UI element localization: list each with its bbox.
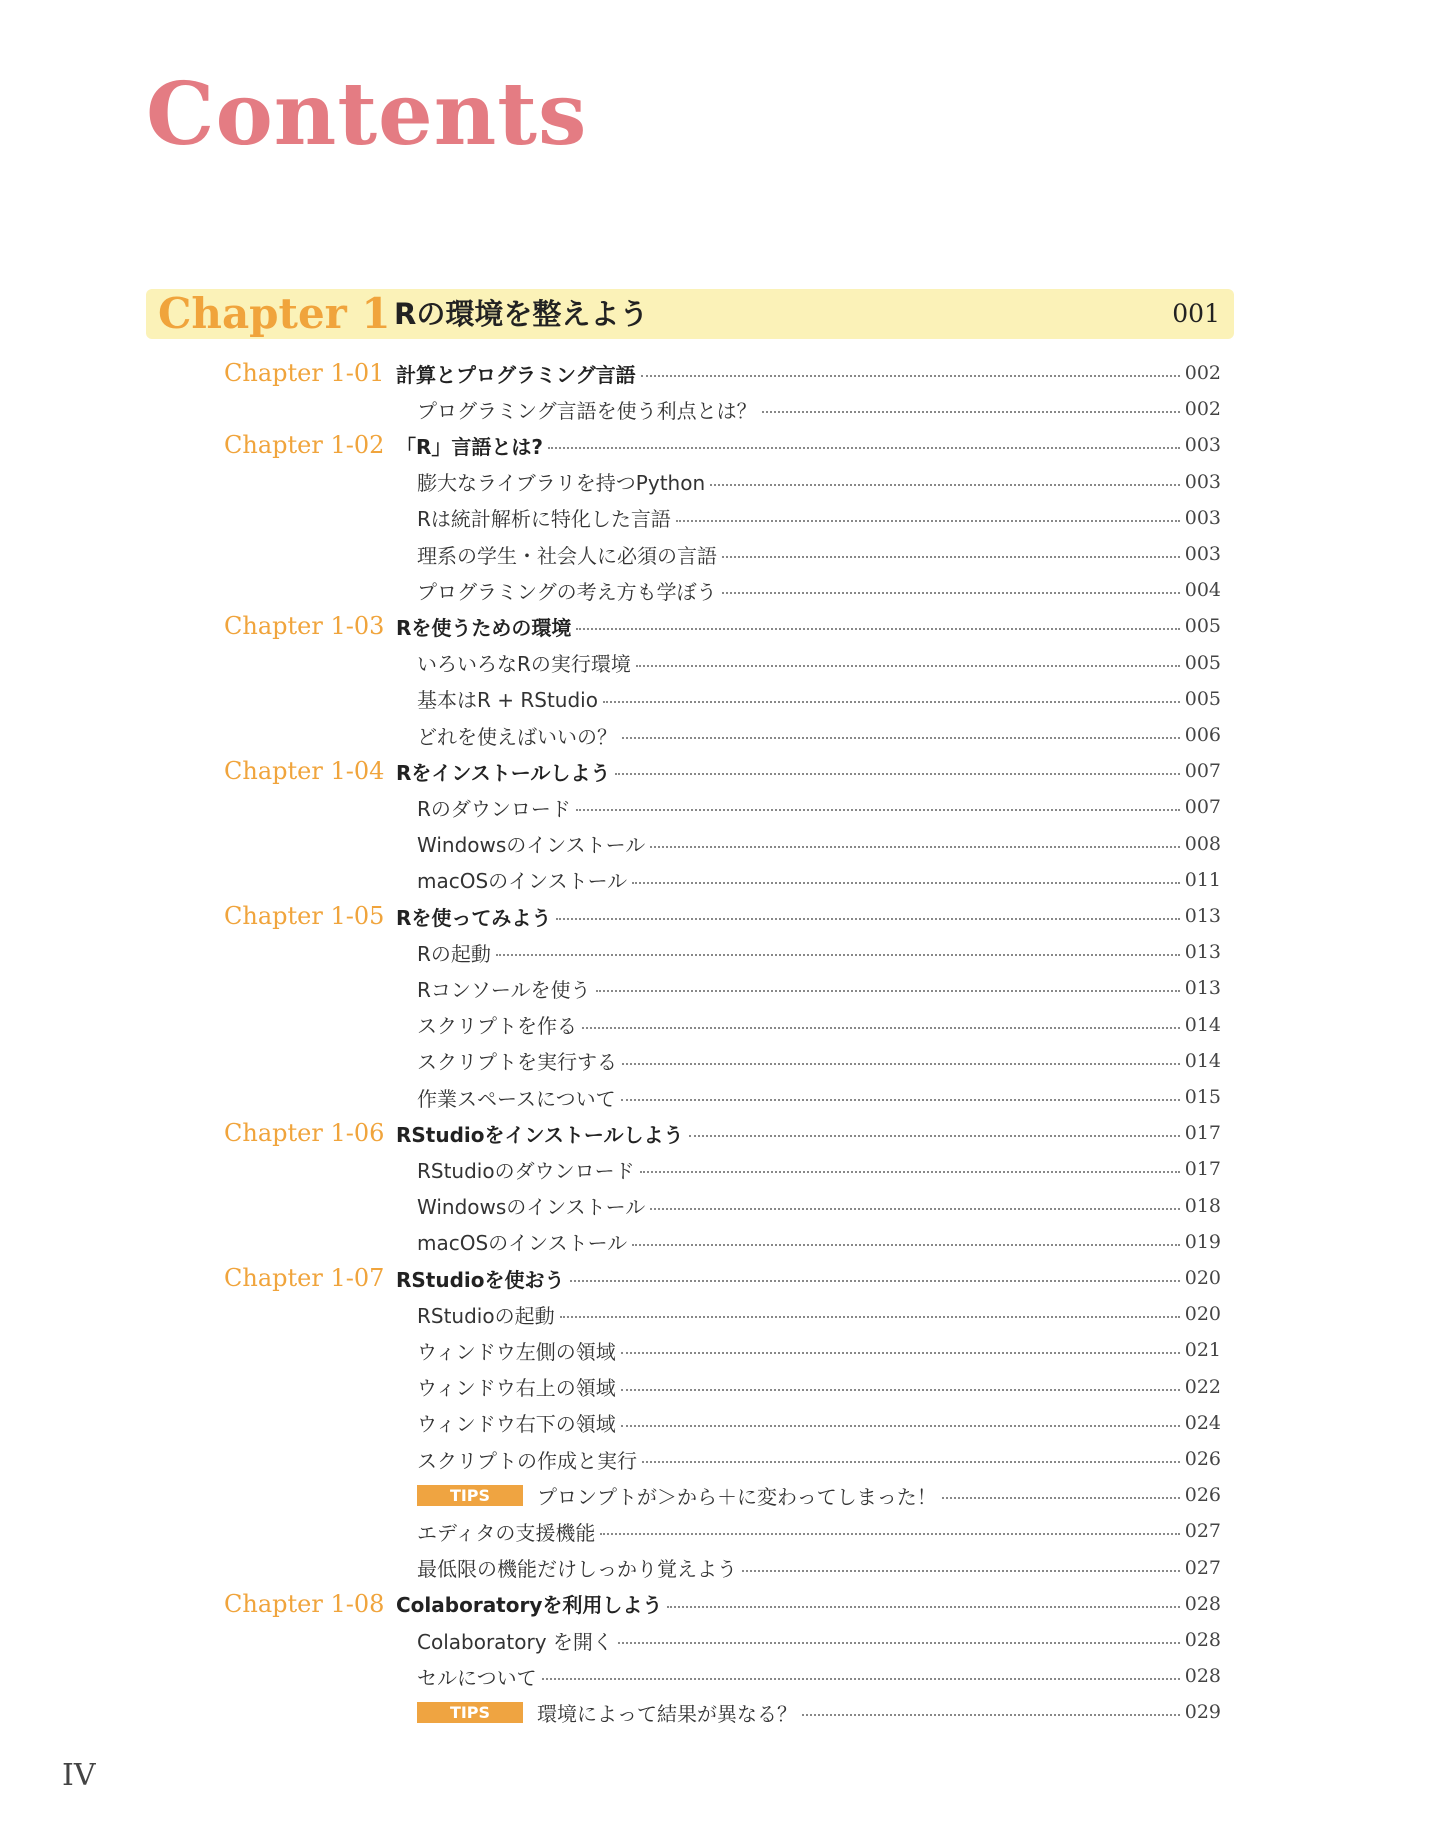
- toc-section-row: [0, 608, 1433, 644]
- toc-subsection-row: [0, 1007, 1433, 1043]
- page-number: IV: [62, 1758, 96, 1793]
- toc-subsection-row: [0, 536, 1433, 572]
- chapter-label: Chapter 1: [158, 289, 391, 338]
- section-label: Chapter 1-06: [224, 1119, 385, 1148]
- section-label: Chapter 1-01: [224, 359, 385, 387]
- entry-title: ウィンドウ右下の領域: [417, 1412, 616, 1437]
- toc-entry: [417, 1694, 1221, 1730]
- dot-leader: [582, 1027, 1180, 1029]
- section-label: Chapter 1-02: [224, 431, 385, 460]
- toc-entry: [396, 1260, 1221, 1296]
- toc-section-row: [0, 427, 1433, 463]
- dot-leader: [710, 484, 1180, 486]
- entry-title: スクリプトを実行する: [417, 1050, 617, 1075]
- section-label: Chapter 1-05: [224, 902, 385, 930]
- toc-entry: [396, 1115, 1221, 1151]
- toc-entry: [417, 391, 1221, 427]
- toc-subsection-row: [0, 934, 1433, 970]
- entry-page-number: 005: [1184, 651, 1221, 674]
- dot-leader: [641, 375, 1180, 377]
- entry-title: RStudioの起動: [417, 1303, 555, 1328]
- entry-page-number: 026: [1184, 1448, 1221, 1470]
- toc-subsection-row: [0, 1151, 1433, 1187]
- entry-title: RStudioのダウンロード: [417, 1158, 635, 1183]
- entry-page-number: 002: [1184, 362, 1221, 384]
- toc-subsection-row: [0, 464, 1433, 500]
- entry-page-number: 002: [1184, 398, 1221, 421]
- dot-leader: [762, 411, 1180, 413]
- entry-page-number: 018: [1184, 1194, 1221, 1217]
- entry-title: 膨大なライブラリを持つPython: [417, 471, 706, 496]
- dot-leader: [618, 1642, 1180, 1644]
- toc-subsection-row: [0, 1043, 1433, 1079]
- entry-page-number: 021: [1184, 1339, 1221, 1362]
- dot-leader: [676, 520, 1180, 522]
- entry-page-number: 027: [1184, 1556, 1221, 1579]
- dot-leader: [496, 954, 1180, 956]
- dot-leader: [742, 1570, 1180, 1572]
- entry-title: どれを使えばいいの？: [417, 724, 617, 749]
- toc-entry: [417, 500, 1221, 536]
- entry-page-number: 013: [1184, 905, 1221, 927]
- entry-title: セルについて: [417, 1665, 537, 1690]
- entry-title: 作業スペースについて: [417, 1086, 616, 1111]
- toc-subsection-row: [0, 500, 1433, 536]
- toc-entry: [417, 464, 1221, 500]
- toc-subsection-row: [0, 1622, 1433, 1658]
- dot-leader: [603, 701, 1180, 703]
- toc-subsection-row: [0, 1188, 1433, 1224]
- entry-page-number: 013: [1184, 941, 1221, 964]
- toc-entry: [417, 572, 1221, 608]
- toc-entry: [417, 1658, 1221, 1694]
- entry-page-number: 020: [1184, 1303, 1221, 1326]
- toc-entry: [396, 608, 1221, 644]
- dot-leader: [621, 1389, 1180, 1391]
- toc-entry: [417, 645, 1221, 681]
- dot-leader: [621, 1352, 1180, 1354]
- toc-subsection-row: [0, 681, 1433, 717]
- toc-subsection-row: [0, 572, 1433, 608]
- toc-subsection-row: [0, 1550, 1433, 1586]
- toc-entry: [417, 826, 1221, 862]
- dot-leader: [615, 773, 1179, 775]
- dot-leader: [576, 628, 1179, 630]
- dot-leader: [632, 1244, 1180, 1246]
- dot-leader: [622, 1063, 1180, 1065]
- dot-leader: [632, 882, 1180, 884]
- toc-entry: [396, 898, 1221, 934]
- toc-entry: [417, 717, 1221, 753]
- toc-section-row: [0, 355, 1433, 391]
- toc-entry: [417, 934, 1221, 970]
- toc-section-row: [0, 1586, 1433, 1622]
- entry-page-number: 014: [1184, 1013, 1221, 1036]
- dot-leader: [560, 1316, 1180, 1318]
- toc-section-row: [0, 898, 1433, 934]
- toc-entry: [417, 681, 1221, 717]
- toc-entry: [417, 1007, 1221, 1043]
- dot-leader: [621, 1099, 1180, 1101]
- toc-entry: [417, 1188, 1221, 1224]
- entry-page-number: 027: [1184, 1520, 1221, 1543]
- entry-page-number: 029: [1184, 1701, 1221, 1724]
- toc-entry: [396, 355, 1221, 391]
- toc-entry: [396, 427, 1221, 463]
- dot-leader: [636, 665, 1180, 667]
- dot-leader: [642, 1461, 1180, 1463]
- entry-title: プログラミング言語を使う利点とは？: [417, 398, 757, 423]
- entry-page-number: 028: [1184, 1665, 1221, 1688]
- dot-leader: [802, 1714, 1180, 1716]
- dot-leader: [570, 1280, 1180, 1282]
- dot-leader: [600, 1533, 1179, 1535]
- toc-entry: [417, 1151, 1221, 1187]
- toc-entry: [396, 753, 1221, 789]
- dot-leader: [622, 737, 1180, 739]
- section-title: Colaboratoryを利用しよう: [396, 1593, 663, 1618]
- toc-subsection-row: [0, 862, 1433, 898]
- section-title: RStudioを使おう: [396, 1267, 565, 1292]
- entry-title: スクリプトを作る: [417, 1014, 577, 1039]
- entry-title: スクリプトの作成と実行: [417, 1448, 637, 1473]
- toc-entry: [417, 1513, 1221, 1549]
- toc-tip-row: [0, 1694, 1433, 1730]
- toc-entry: [417, 1550, 1221, 1586]
- entry-page-number: 013: [1184, 977, 1221, 1000]
- entry-page-number: 028: [1184, 1592, 1221, 1615]
- dot-leader: [596, 990, 1180, 992]
- entry-title: エディタの支援機能: [417, 1520, 596, 1545]
- entry-page-number: 017: [1184, 1158, 1221, 1181]
- toc-subsection-row: [0, 645, 1433, 681]
- section-label: Chapter 1-08: [224, 1589, 385, 1618]
- dot-leader: [650, 1208, 1179, 1210]
- entry-page-number: 003: [1184, 543, 1221, 565]
- toc-subsection-row: [0, 1079, 1433, 1115]
- toc-subsection-row: [0, 717, 1433, 753]
- dot-leader: [542, 1678, 1180, 1680]
- toc-entry: [417, 1332, 1221, 1368]
- section-title: Rを使うための環境: [396, 615, 572, 640]
- entry-title: Windowsのインストール: [417, 833, 646, 858]
- tips-badge: TIPS: [417, 1485, 523, 1506]
- toc-section-row: [0, 753, 1433, 789]
- entry-page-number: 024: [1184, 1411, 1221, 1434]
- entry-page-number: 017: [1184, 1122, 1221, 1145]
- entry-page-number: 004: [1184, 579, 1221, 602]
- entry-title: Rは統計解析に特化した言語: [417, 507, 671, 532]
- toc-entry: [417, 1224, 1221, 1260]
- entry-page-number: 022: [1184, 1375, 1221, 1398]
- entry-title: 環境によって結果が異なる？: [537, 1701, 797, 1726]
- toc-subsection-row: [0, 1332, 1433, 1368]
- toc-entry: [417, 1079, 1221, 1115]
- entry-title: ウィンドウ右上の領域: [417, 1376, 616, 1401]
- toc-subsection-row: [0, 1405, 1433, 1441]
- entry-page-number: 005: [1184, 615, 1221, 638]
- toc-subsection-row: [0, 1296, 1433, 1332]
- entry-page-number: 006: [1184, 724, 1221, 746]
- toc-subsection-row: [0, 1513, 1433, 1549]
- entry-page-number: 014: [1184, 1049, 1221, 1072]
- entry-page-number: 028: [1184, 1629, 1221, 1651]
- entry-title: Colaboratory を開く: [417, 1629, 613, 1654]
- chapter-header: [146, 289, 1234, 339]
- dot-leader: [640, 1171, 1180, 1173]
- toc-subsection-row: [0, 1224, 1433, 1260]
- entry-title: Rコンソールを使う: [417, 977, 591, 1002]
- entry-page-number: 019: [1184, 1230, 1221, 1253]
- toc-entry: [417, 789, 1221, 825]
- section-title: 計算とプログラミング言語: [396, 362, 636, 387]
- toc-entry: [417, 1369, 1221, 1405]
- section-title: Rを使ってみよう: [396, 905, 552, 930]
- dot-leader: [689, 1135, 1180, 1137]
- dot-leader: [667, 1606, 1179, 1608]
- toc-subsection-row: [0, 970, 1433, 1006]
- toc-tip-row: [0, 1477, 1433, 1513]
- toc-entry: [417, 970, 1221, 1006]
- page-title: Contents: [146, 64, 588, 165]
- toc-subsection-row: [0, 1441, 1433, 1477]
- entry-page-number: 020: [1184, 1267, 1221, 1289]
- entry-page-number: 003: [1184, 506, 1221, 529]
- entry-page-number: 007: [1184, 760, 1221, 783]
- entry-title: プロンプトが＞から＋に変わってしまった！: [537, 1484, 937, 1509]
- toc-subsection-row: [0, 1369, 1433, 1405]
- entry-title: いろいろなRの実行環境: [417, 652, 631, 677]
- toc-subsection-row: [0, 391, 1433, 427]
- dot-leader: [556, 918, 1179, 920]
- entry-title: Rの起動: [417, 941, 491, 966]
- toc-entry: [396, 1586, 1221, 1622]
- section-title: 「R」言語とは?: [396, 434, 544, 459]
- toc-section-row: [0, 1115, 1433, 1151]
- dot-leader: [722, 556, 1180, 558]
- section-title: Rをインストールしよう: [396, 760, 611, 785]
- dot-leader: [722, 592, 1180, 594]
- dot-leader: [942, 1497, 1180, 1499]
- section-label: Chapter 1-07: [224, 1264, 385, 1292]
- toc-entry: [417, 1296, 1221, 1332]
- chapter-title: Rの環境を整えよう: [394, 297, 649, 331]
- chapter-page-number: 001: [1172, 299, 1220, 328]
- section-label: Chapter 1-04: [224, 757, 385, 786]
- entry-page-number: 003: [1184, 434, 1221, 457]
- dot-leader: [548, 447, 1180, 449]
- entry-title: macOSのインストール: [417, 869, 628, 894]
- toc-entry: [417, 862, 1221, 898]
- entry-title: プログラミングの考え方も学ぼう: [417, 579, 717, 604]
- toc-section-row: [0, 1260, 1433, 1296]
- toc-entry: [417, 1043, 1221, 1079]
- entry-page-number: 003: [1184, 470, 1221, 493]
- toc-entry: [417, 1622, 1221, 1658]
- entry-page-number: 026: [1184, 1484, 1221, 1507]
- entry-page-number: 015: [1184, 1086, 1221, 1108]
- toc-subsection-row: [0, 1658, 1433, 1694]
- entry-page-number: 008: [1184, 832, 1221, 855]
- toc-entry: [417, 1405, 1221, 1441]
- entry-title: Windowsのインストール: [417, 1195, 646, 1220]
- entry-title: 基本はR + RStudio: [417, 688, 598, 713]
- tips-badge: TIPS: [417, 1702, 523, 1723]
- entry-page-number: 007: [1184, 796, 1221, 819]
- entry-page-number: 005: [1184, 687, 1221, 710]
- entry-title: 理系の学生・社会人に必須の言語: [417, 543, 717, 568]
- section-label: Chapter 1-03: [224, 612, 385, 641]
- toc-entry: [417, 1477, 1221, 1513]
- dot-leader: [576, 809, 1180, 811]
- toc-subsection-row: [0, 826, 1433, 862]
- entry-title: ウィンドウ左側の領域: [417, 1339, 616, 1364]
- section-title: RStudioをインストールしよう: [396, 1122, 684, 1147]
- entry-title: Rのダウンロード: [417, 796, 571, 821]
- dot-leader: [650, 846, 1179, 848]
- entry-page-number: 011: [1184, 868, 1221, 891]
- toc-subsection-row: [0, 789, 1433, 825]
- entry-title: 最低限の機能だけしっかり覚えよう: [417, 1557, 737, 1582]
- entry-title: macOSのインストール: [417, 1231, 628, 1256]
- toc-entry: [417, 1441, 1221, 1477]
- toc-entry: [417, 536, 1221, 572]
- dot-leader: [621, 1425, 1180, 1427]
